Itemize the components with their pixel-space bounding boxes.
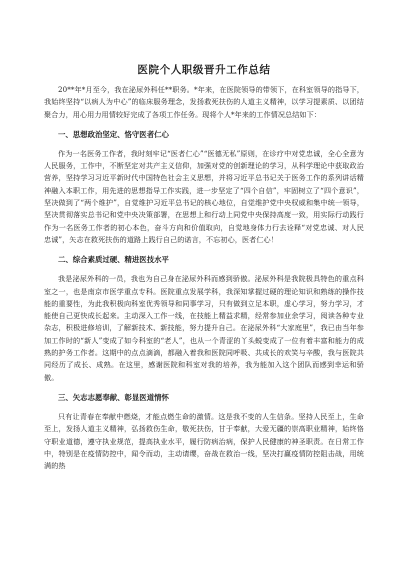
section-3-paragraph: 只有让青春在奉献中燃烧，才能点燃生命的激情。这是我不变的人生信条。坚持人民至上，生命至上，发扬人道主义精神，弘扬救伤生命，敬死扶伤，甘于奉献，大爱无疆的崇高职业精神，始终恪守职业道德，遵守执业规范，提高执业水平，履行防病治病，保护人民健康的神圣职责。在日常工作中，特别是在疫情防控中，闻令而动，主动请缨，奋战在救治一线，坚决打赢疫情防控阻击战，用统满的热 [44,411,364,471]
section-1-paragraph: 作为一名医务工作者，我时刻牢记“医者仁心”“医德无私”原则，在诊疗中对党忠诚，全心全意为人民服务，工作中，不断坚定对共产主义信仰，加强对党的创新理论的学习，从科学理论中获取政治营养，坚持学习习近平新时代中国特色社会主义思想，并将习近平总书记关于医务工作的系列讲话精神融入本职工作，用先进的思想指导工作实践，进一步坚定了“四个自信”，牢固树立了“四个意识”，坚决做到了“两个维护”，自觉维护习近平总书记的核心地位，自觉维护党中央权威和集中统一领导，坚决贯彻落实总书记和党中央决策部署，在思想上和行动上同党中央保持高度一致，用实际行动践行作为一名医务工作者的初心本色，奋斗方向和价值取向，自觉地身体力行去诠释“对党忠诚、对人民忠诚”，矢志在救死扶伤的道路上践行自己的诺言，不忘初心，医者仁心！ [44,148,364,244]
section-heading-1: 一、思想政治坚定、恪守医者仁心 [58,129,169,139]
intro-paragraph: 20**年*月至今，我在泌尿外科任**职务。*年来，在医院领导的带领下，在科室领导的指导下，我始终坚持“以病人为中心”的临床服务理念，发扬救死扶伤的人道主义精神，以学习提素质、以团结聚合力，用心用力用情较好完成了各项工作任务。现将个人*年来的工作情况总结如下： [44,85,364,119]
section-2-paragraph: 我是泌尿外科的一员，我也为自己身在泌尿外科而感到骄傲。泌尿外科是我院极具特色的重点科室之一，也是南京市医学重点专科。医院重点发展学科，我深知掌握过硬的理论知识和熟练的操作技能的重要性，为此我积极向科室优秀领导和同事学习，只有做到立足本职，虚心学习，努力学习，才能使自己更快成长起来。主动深入工作一线，在技能上精益求精，经常参加业余学习，阅读各种专业杂志，积极进修培训，了解新技术、新技能，努力提升自己。在泌尿外科“大家庭里”，我已由当年参加工作时的“新人”变成了如今科室的“老人”，也从一个青涩的丫头蜕变成了一位有着丰富和能力的成熟的护务工作者。这期中的点点滴滴，都融入着我和医院同呼吸、共成长的欢笑与辛酸，我与医院共同经历了成长、成熟。在这里，感谢医院和科室对我的培养，我为能加入这个团队而感到幸运和骄傲。 [44,274,364,382]
section-heading-3: 三、矢志志愿奉献、彰显医道情怀 [58,392,169,402]
section-heading-2: 二、综合素质过硬、精进医技水平 [58,255,169,265]
document-title: 医院个人职级晋升工作总结 [137,64,271,76]
